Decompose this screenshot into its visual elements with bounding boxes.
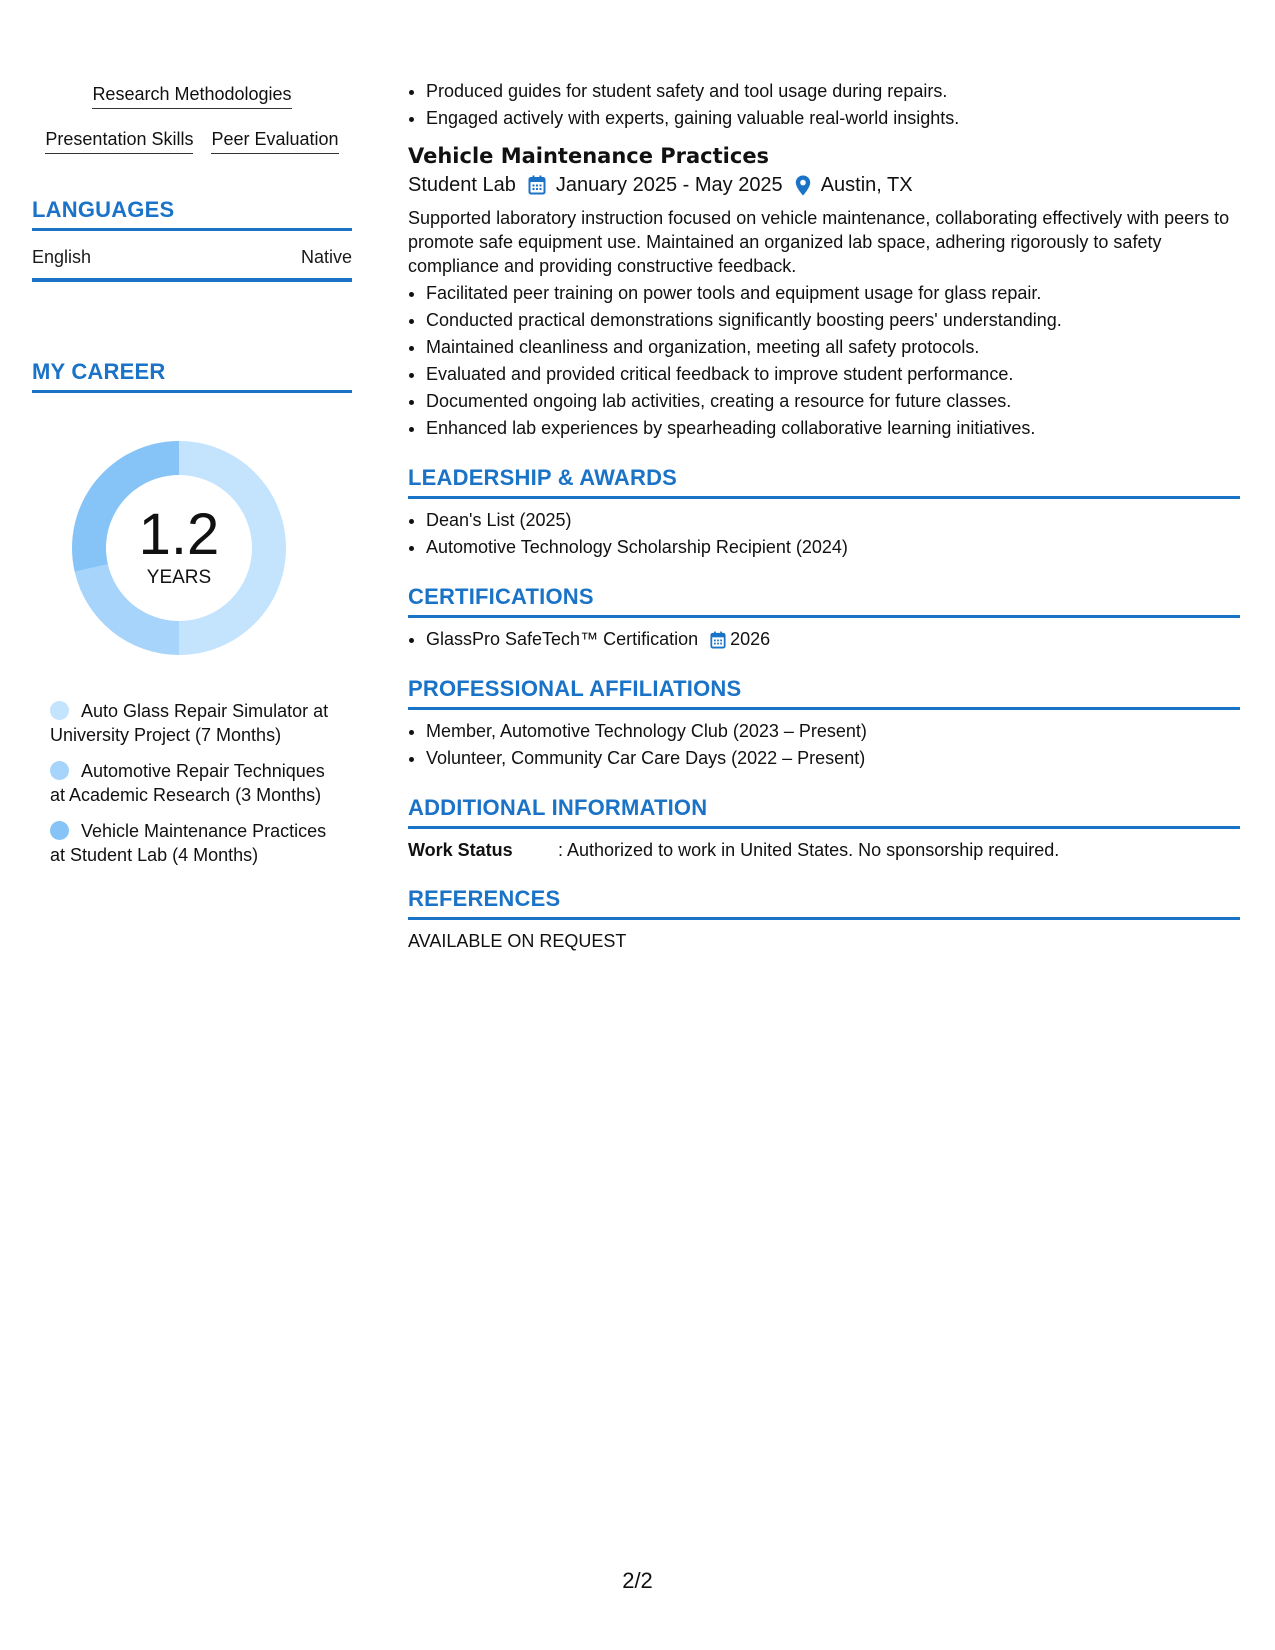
list-item: • Maintained cleanliness and organization, meeting all safety protocols. — [426, 334, 1240, 361]
certifications-section — [408, 583, 1240, 653]
list-item: • Facilitated peer training on power tools and equipment usage for glass repair. — [426, 280, 1240, 307]
references-text: AVAILABLE ON REQUEST — [408, 931, 627, 951]
certification-name: • GlassPro SafeTech™ Certification — [426, 629, 699, 649]
list-item: • Dean's List (2025) — [426, 507, 1240, 534]
job-meta — [408, 170, 1240, 200]
skill-tag: Research Methodologies — [92, 82, 291, 109]
references-section — [408, 885, 1240, 954]
language-row — [32, 231, 352, 282]
work-status-value: : Authorized to work in United States. No sponsorship required. — [558, 840, 1060, 860]
language-level: Native — [300, 247, 352, 267]
list-item: • Enhanced lab experiences by spearheading collaborative learning initiatives. — [426, 415, 1240, 442]
references-heading: REFERENCES — [408, 885, 1240, 920]
legend-dot-icon — [50, 761, 69, 780]
additional-info-heading: ADDITIONAL INFORMATION — [408, 794, 1240, 829]
list-item: • Engaged actively with experts, gaining valuable real-world insights. — [426, 105, 1240, 132]
certifications-list — [408, 626, 1240, 653]
skills-row-2 — [32, 127, 352, 154]
career-legend — [50, 699, 340, 867]
list-item: • Automotive Technology Scholarship Recipient (2024) — [426, 534, 1240, 561]
calendar-icon — [710, 631, 726, 649]
certification-line — [426, 626, 770, 653]
leadership-section — [408, 464, 1240, 561]
calendar-icon — [528, 175, 546, 195]
skills-row-1 — [32, 82, 352, 109]
career-heading: MY CAREER — [32, 358, 352, 393]
affiliations-heading: PROFESSIONAL AFFILIATIONS — [408, 675, 1240, 710]
list-item: • Produced guides for student safety and tool usage during repairs. — [426, 78, 1240, 105]
list-item: • Documented ongoing lab activities, creating a resource for future classes. — [426, 388, 1240, 415]
additional-info-section — [408, 794, 1240, 863]
legend-label: Automotive Repair Techniques at Academic Research (3 Months) — [50, 761, 325, 805]
previous-job-bullets — [408, 78, 1240, 132]
certifications-heading: CERTIFICATIONS — [408, 583, 1240, 618]
job-location: Austin, TX — [820, 174, 913, 196]
legend-item — [50, 699, 340, 747]
job-title: Vehicle Maintenance Practices — [408, 144, 770, 168]
affiliations-list — [408, 718, 1240, 772]
legend-dot-icon — [50, 701, 69, 720]
job-bullets — [408, 280, 1240, 442]
skill-tag: Presentation Skills — [45, 127, 193, 154]
languages-heading: LANGUAGES — [32, 196, 352, 231]
career-donut-chart — [64, 433, 294, 663]
job-dates: January 2025 - May 2025 — [555, 174, 783, 196]
map-pin-icon — [795, 175, 811, 196]
legend-label: Vehicle Maintenance Practices at Student Lab (4 Months) — [50, 821, 327, 865]
right-column — [408, 78, 1240, 954]
list-item: • Conducted practical demonstrations significantly boosting peers' understanding. — [426, 307, 1240, 334]
list-item: • Volunteer, Community Car Care Days (2022 – Present) — [426, 745, 1240, 772]
certification-year: 2026 — [730, 629, 771, 649]
legend-item — [50, 819, 340, 867]
affiliations-section — [408, 675, 1240, 772]
list-item — [426, 626, 1240, 653]
job-organization: Student Lab — [408, 174, 516, 196]
career-total-unit: YEARS — [146, 567, 212, 588]
list-item: • Evaluated and provided critical feedback to improve student performance. — [426, 361, 1240, 388]
language-name: English — [32, 247, 92, 267]
legend-dot-icon — [50, 821, 69, 840]
list-item: • Member, Automotive Technology Club (2023 – Present) — [426, 718, 1240, 745]
work-status-label: Work Status — [408, 840, 513, 860]
skill-tag: Peer Evaluation — [211, 127, 338, 154]
work-status-row — [408, 837, 1240, 863]
career-total-value: 1.2 — [138, 502, 220, 567]
page-number: 2/2 — [622, 1568, 653, 1593]
left-column — [32, 82, 352, 879]
job-description: Supported laboratory instruction focused on vehicle maintenance, collaborating effectively with peers to promote safe equipment use. Maintained an organized lab space, adhering rigorously to safety compliance and providing constructive feedback. — [408, 208, 1230, 276]
leadership-list — [408, 507, 1240, 561]
legend-label: Auto Glass Repair Simulator at University Project (7 Months) — [50, 701, 329, 745]
legend-item — [50, 759, 340, 807]
donut-center — [64, 433, 294, 663]
leadership-heading: LEADERSHIP & AWARDS — [408, 464, 1240, 499]
